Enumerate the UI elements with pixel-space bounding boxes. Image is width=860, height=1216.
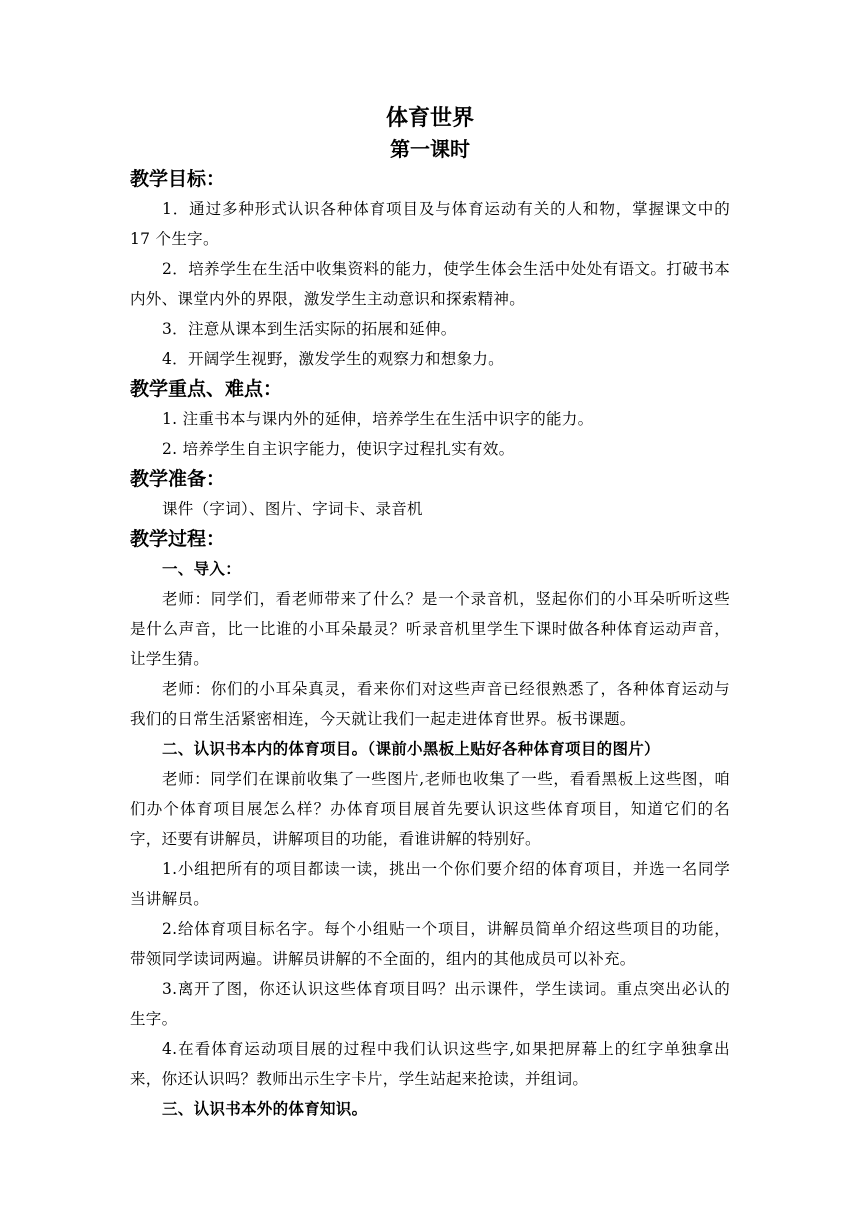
process-part2-title: 二、认识书本内的体育项目。（课前小黑板上贴好各种体育项目的图片）: [162, 740, 660, 758]
key-point-item-2: 2. 培养学生自主识字能力，使识字过程扎实有效。: [162, 440, 515, 458]
process-part1-para-2: 老师：你们的小耳朵真灵，看来你们对这些声音已经很熟悉了，各种体育运动与我们的日常生活紧密相连，今天就让我们一起走进体育世界。板书课题。: [130, 680, 730, 728]
goal-item-3: 3．注意从课本到生活实际的拓展和延伸。: [162, 320, 457, 338]
goal-item-2: 2．培养学生在生活中收集资料的能力，使学生体会生活中处处有语文。打破书本内外、课堂内外的界限，激发学生主动意识和探索精神。: [130, 260, 730, 308]
document-title: 体育世界: [385, 106, 474, 131]
goals-heading: 教学目标：: [130, 168, 226, 190]
goal-item-4: 4．开阔学生视野，激发学生的观察力和想象力。: [162, 350, 504, 368]
document-body: [130, 164, 730, 1124]
process-part1-title: 一、导入：: [162, 560, 242, 578]
goal-item-1: 1．通过多种形式认识各种体育项目及与体育运动有关的人和物，掌握课文中的 17 个生字。: [130, 200, 730, 248]
key-point-item-1: 1. 注重书本与课内外的延伸，培养学生在生活中识字的能力。: [162, 410, 594, 428]
process-part2-para-3: 2.给体育项目标名字。每个小组贴一个项目，讲解员简单介绍这些项目的功能，带领同学读词两遍。讲解员讲解的不全面的，组内的其他成员可以补充。: [130, 920, 730, 968]
process-part2-para-4: 3.离开了图，你还认识这些体育项目吗？出示课件，学生读词。重点突出必认的生字。: [130, 980, 730, 1028]
process-heading: 教学过程：: [130, 528, 226, 550]
process-part2-para-5: 4.在看体育运动项目展的过程中我们认识这些字,如果把屏幕上的红字单独拿出来，你还认识吗？教师出示生字卡片，学生站起来抢读，并组词。: [130, 1040, 730, 1088]
process-part3-title: 三、认识书本外的体育知识。: [162, 1100, 368, 1118]
process-part2-para-2: 1.小组把所有的项目都读一读，挑出一个你们要介绍的体育项目，并选一名同学当讲解员。: [130, 860, 730, 908]
document-subtitle: 第一课时: [390, 137, 470, 161]
preparation-text: 课件（字词）、图片、字词卡、录音机: [162, 500, 423, 518]
process-part2-para-1: 老师：同学们在课前收集了一些图片,老师也收集了一些，看看黑板上这些图，咱们办个体育项目展怎么样？办体育项目展首先要认识这些体育项目，知道它们的名字，还要有讲解员，讲解项目的功能，看谁讲解的特别好。: [130, 770, 730, 848]
process-part1-para-1: 老师：同学们，看老师带来了什么？是一个录音机，竖起你们的小耳朵听听这些是什么声音，比一比谁的小耳朵最灵？听录音机里学生下课时做各种体育运动声音，让学生猜。: [130, 590, 730, 668]
preparation-heading: 教学准备：: [130, 468, 226, 490]
key-points-heading: 教学重点、难点：: [130, 378, 283, 400]
